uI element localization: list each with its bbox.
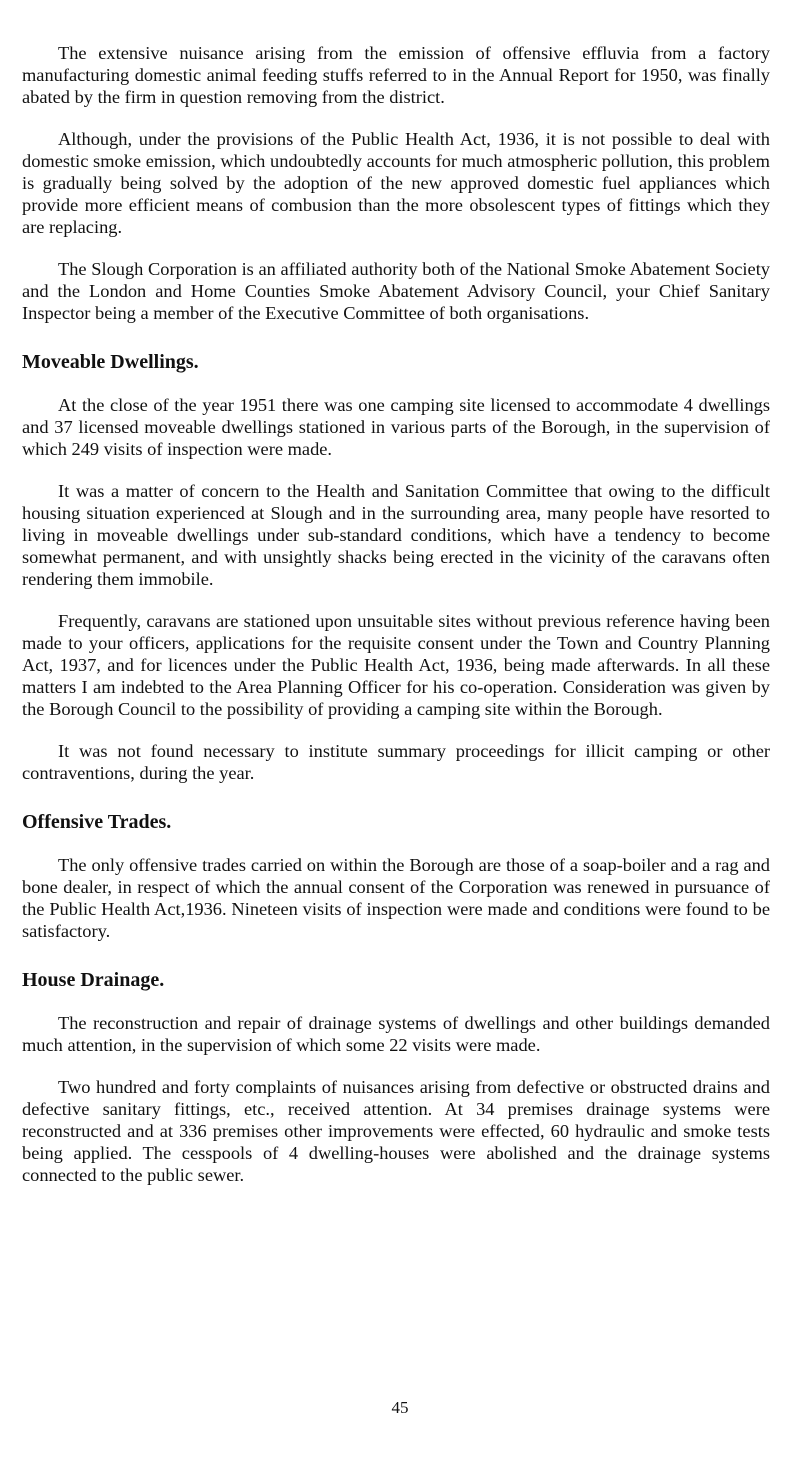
paragraph-offensive-trades: The only offensive trades carried on within the Borough are those of a soap-boiler and a rag and bone dealer, in respect of which the annual consent of the Corporation was renewed in pursuance of the Public Health Act,1936. Nineteen visits of inspection were made and conditions were found to be satisfactory. — [22, 855, 770, 941]
heading-moveable-dwellings: Moveable Dwellings. — [22, 351, 199, 373]
paragraph-drainage-complaints: Two hundred and forty complaints of nuisances arising from defective or obstructed drains and defective sanitary fittings, etc., received attention. At 34 premises drainage systems were reconstructed and at 336 premises other improvements were effected, 60 hydraulic and smoke tests being applied. The cesspools of 4 dwelling-houses were abolished and the drainage systems connected to the public sewer. — [22, 1077, 770, 1185]
paragraph-proceedings: It was not found necessary to institute summary proceedings for illicit camping or other contraventions, during the year. — [22, 741, 770, 783]
paragraph-effluvia: The extensive nuisance arising from the emission of offensive effluvia from a factory manufacturing domestic animal feeding stuffs referred to in the Annual Report for 1950, was finally abated by the firm in question removing from the district. — [22, 43, 770, 107]
heading-offensive-trades: Offensive Trades. — [22, 811, 172, 833]
paragraph-smoke-emission: Although, under the provisions of the Public Health Act, 1936, it is not possible to deal with domestic smoke emission, which undoubtedly accounts for much atmospheric pollution, this problem is gradually being solved by the adoption of the new approved domestic fuel appliances which provide more efficient means of combusion than the more obsolescent types of fittings which they are replacing. — [22, 129, 770, 237]
report-body — [22, 42, 770, 1186]
heading-house-drainage: House Drainage. — [22, 969, 165, 991]
page-number: 45 — [391, 1398, 409, 1417]
paragraph-smoke-abatement: The Slough Corporation is an affiliated authority both of the National Smoke Abatement Society and the London and Home Counties Smoke Abatement Advisory Council, your Chief Sanitary Inspector being a member of the Executive Committee of both organisations. — [22, 259, 770, 323]
paragraph-housing-concern: It was a matter of concern to the Health and Sanitation Committee that owing to the difficult housing situation experienced at Slough and in the surrounding area, many people have resorted to living in moveable dwellings under sub-standard conditions, which have a tendency to become somewhat permanent, and with unsightly shacks being erected in the vicinity of the caravans often rendering them immobile. — [22, 481, 770, 589]
paragraph-camping-site: At the close of the year 1951 there was one camping site licensed to accommodate 4 dwellings and 37 licensed moveable dwellings stationed in various parts of the Borough, in the supervision of which 249 visits of inspection were made. — [22, 395, 770, 459]
paragraph-caravan-sites: Frequently, caravans are stationed upon unsuitable sites without previous reference having been made to your officers, applications for the requisite consent under the Town and Country Planning Act, 1937, and for licences under the Public Health Act, 1936, being made afterwards. In all these matters I am indebted to the Area Planning Officer for his co-operation. Consideration was given by the Borough Council to the possibility of providing a camping site within the Borough. — [22, 611, 770, 719]
paragraph-drainage-repair: The reconstruction and repair of drainage systems of dwellings and other buildings demanded much attention, in the supervision of which some 22 visits were made. — [22, 1013, 770, 1055]
